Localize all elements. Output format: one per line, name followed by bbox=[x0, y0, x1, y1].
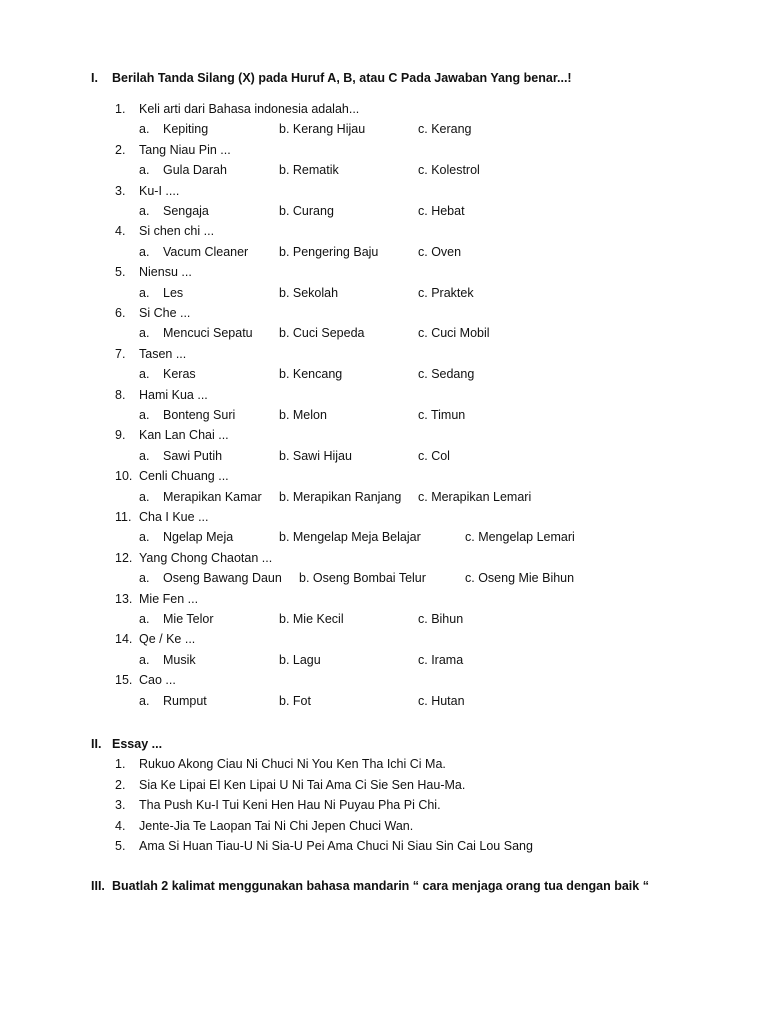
question-text: Cha I Kue ... bbox=[139, 510, 209, 524]
option-a: Sengaja bbox=[163, 204, 209, 218]
option-c: c. Irama bbox=[418, 652, 464, 667]
question-text: Tang Niau Pin ... bbox=[139, 142, 231, 157]
option-b: b. Rematik bbox=[279, 163, 339, 178]
option-b: b. Sekolah bbox=[279, 285, 339, 300]
question-number: 12. bbox=[115, 550, 133, 565]
question-text: Si Che ... bbox=[139, 306, 191, 320]
option-a: Gula Darah bbox=[163, 163, 227, 178]
section-1-title: Berilah Tanda Silang (X) pada Huruf A, B, atau C Pada Jawaban Yang benar...! bbox=[112, 71, 572, 85]
question-text: Hami Kua ... bbox=[139, 387, 208, 402]
question-number: 2. bbox=[115, 142, 126, 157]
question-number: 10. bbox=[115, 469, 133, 484]
essay-number: 5. bbox=[115, 839, 126, 853]
essay-number: 2. bbox=[115, 777, 126, 792]
question-number: 4. bbox=[115, 224, 126, 239]
option-a-label: a. bbox=[139, 204, 150, 218]
option-a: Oseng Bawang Daun bbox=[163, 571, 282, 586]
option-c: c. Merapikan Lemari bbox=[418, 489, 532, 504]
option-c: c. Praktek bbox=[418, 285, 474, 300]
option-b: b. Melon bbox=[279, 408, 327, 422]
option-c: c. Oven bbox=[418, 244, 462, 259]
option-b: b. Mie Kecil bbox=[279, 612, 344, 626]
option-a: Mie Telor bbox=[163, 612, 214, 626]
option-a-label: a. bbox=[139, 530, 150, 545]
essay-text: Ama Si Huan Tiau-U Ni Sia-U Pei Ama Chuci Ni Siau Sin Cai Lou Sang bbox=[139, 839, 533, 853]
option-a-label: a. bbox=[139, 244, 150, 259]
option-a-label: a. bbox=[139, 571, 150, 586]
question-text: Yang Chong Chaotan ... bbox=[139, 550, 273, 565]
essay-text: Sia Ke Lipai El Ken Lipai U Ni Tai Ama Ci Sie Sen Hau-Ma. bbox=[139, 777, 466, 792]
option-a-label: a. bbox=[139, 367, 150, 382]
option-c: c. Timun bbox=[418, 408, 466, 422]
section-3-title: Buatlah 2 kalimat menggunakan bahasa mandarin “ cara menjaga orang tua dengan baik “ bbox=[112, 879, 649, 893]
question-text: Si chen chi ... bbox=[139, 224, 215, 239]
question-number: 13. bbox=[115, 591, 133, 606]
question-number: 8. bbox=[115, 387, 126, 402]
option-a: Kepiting bbox=[163, 122, 209, 137]
option-c: c. Bihun bbox=[418, 612, 464, 626]
question-number: 3. bbox=[115, 183, 126, 198]
essay-text: Jente-Jia Te Laopan Tai Ni Chi Jepen Chuci Wan. bbox=[139, 818, 414, 833]
option-a: Sawi Putih bbox=[163, 448, 223, 463]
question-text: Mie Fen ... bbox=[139, 591, 199, 606]
section-2-title: Essay ... bbox=[112, 737, 163, 751]
option-a-label: a. bbox=[139, 122, 150, 137]
option-a: Les bbox=[163, 285, 184, 300]
option-a: Bonteng Suri bbox=[163, 408, 236, 422]
section-1-number: I. bbox=[91, 71, 98, 85]
option-c: c. Sedang bbox=[418, 367, 475, 382]
question-text: Qe / Ke ... bbox=[139, 632, 196, 647]
option-b: b. Kerang Hijau bbox=[279, 122, 366, 137]
option-a: Merapikan Kamar bbox=[163, 489, 262, 504]
option-b: b. Curang bbox=[279, 204, 334, 218]
essay-text: Rukuo Akong Ciau Ni Chuci Ni You Ken Tha Ichi Ci Ma. bbox=[139, 757, 446, 771]
option-c: c. Oseng Mie Bihun bbox=[465, 571, 575, 586]
option-a-label: a. bbox=[139, 652, 150, 667]
option-a: Vacum Cleaner bbox=[163, 244, 249, 259]
option-a: Musik bbox=[163, 652, 196, 667]
option-c: c. Hutan bbox=[418, 693, 465, 708]
option-a-label: a. bbox=[139, 163, 150, 178]
option-b: b. Fot bbox=[279, 693, 311, 708]
essay-text: Tha Push Ku-I Tui Keni Hen Hau Ni Puyau Pha Pi Chi. bbox=[139, 798, 441, 812]
option-b: b. Oseng Bombai Telur bbox=[299, 571, 426, 586]
question-number: 11. bbox=[115, 510, 132, 524]
question-number: 5. bbox=[115, 265, 126, 280]
option-b: b. Lagu bbox=[279, 652, 321, 667]
question-text: Keli arti dari Bahasa indonesia adalah... bbox=[139, 102, 360, 116]
question-text: Cao ... bbox=[139, 673, 176, 688]
option-a: Mencuci Sepatu bbox=[163, 326, 253, 341]
option-b: b. Cuci Sepeda bbox=[279, 326, 365, 341]
essay-number: 4. bbox=[115, 818, 126, 833]
question-text: Tasen ... bbox=[139, 346, 187, 361]
section-3-number: III. bbox=[91, 879, 105, 893]
question-number: 14. bbox=[115, 632, 133, 647]
option-c: c. Mengelap Lemari bbox=[465, 530, 575, 545]
option-b: b. Kencang bbox=[279, 367, 343, 382]
question-number: 15. bbox=[115, 673, 133, 688]
essay-number: 3. bbox=[115, 798, 126, 812]
section-2-number: II. bbox=[91, 737, 102, 751]
option-a-label: a. bbox=[139, 612, 150, 626]
option-c: c. Hebat bbox=[418, 204, 465, 218]
option-b: b. Merapikan Ranjang bbox=[279, 489, 402, 504]
question-text: Niensu ... bbox=[139, 265, 192, 280]
option-a-label: a. bbox=[139, 448, 150, 463]
option-a-label: a. bbox=[139, 408, 150, 422]
option-a: Rumput bbox=[163, 693, 207, 708]
option-c: c. Kerang bbox=[418, 122, 472, 137]
option-a-label: a. bbox=[139, 489, 150, 504]
option-b: b. Mengelap Meja Belajar bbox=[279, 530, 421, 545]
option-c: c. Kolestrol bbox=[418, 163, 480, 178]
question-number: 1. bbox=[115, 102, 126, 116]
question-text: Cenli Chuang ... bbox=[139, 469, 229, 484]
option-a-label: a. bbox=[139, 326, 150, 341]
option-b: b. Sawi Hijau bbox=[279, 448, 352, 463]
option-c: c. Col bbox=[418, 448, 450, 463]
option-a: Keras bbox=[163, 367, 196, 382]
essay-number: 1. bbox=[115, 757, 126, 771]
option-a-label: a. bbox=[139, 693, 150, 708]
question-number: 7. bbox=[115, 346, 126, 361]
question-number: 9. bbox=[115, 428, 126, 443]
option-a: Ngelap Meja bbox=[163, 530, 234, 545]
option-b: b. Pengering Baju bbox=[279, 244, 379, 259]
question-text: Kan Lan Chai ... bbox=[139, 428, 229, 443]
option-c: c. Cuci Mobil bbox=[418, 326, 490, 341]
question-number: 6. bbox=[115, 306, 126, 320]
question-text: Ku-I .... bbox=[139, 183, 180, 198]
option-a-label: a. bbox=[139, 285, 150, 300]
